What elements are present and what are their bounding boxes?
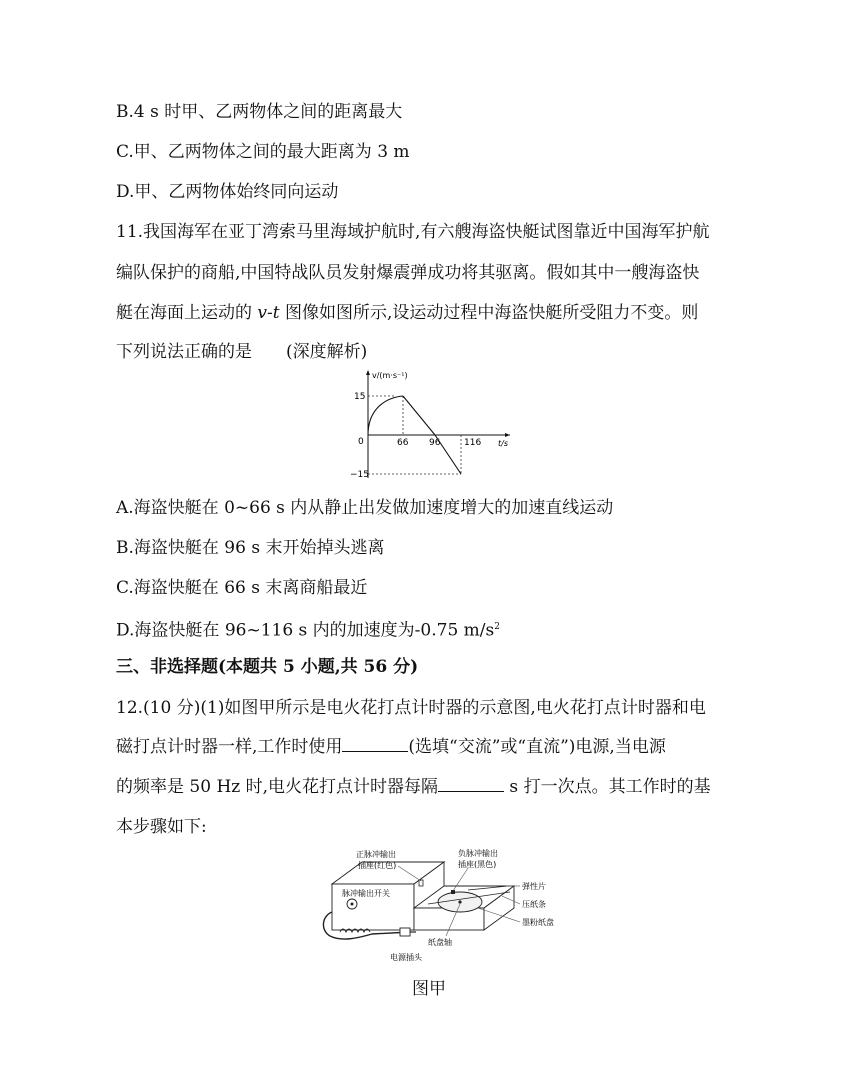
question-11-line-3: [116, 302, 698, 324]
option-d-line: D.甲、乙两物体始终同向运动: [116, 182, 339, 202]
question-12-line-4: 本步骤如下:: [116, 817, 207, 837]
y-axis-label: v/(m·s⁻¹): [372, 371, 408, 380]
tick-origin: 0: [358, 437, 364, 447]
question-11-line-4: 下列说法正确的是 (深度解析): [116, 342, 368, 362]
switch-dot: [351, 903, 354, 906]
q12-text-a: 磁打点计时器一样,工作时使用: [116, 737, 343, 757]
tick-neg15: −15: [350, 470, 369, 480]
option-a-11-line: A.海盗快艇在 0~66 s 内从静止出发做加速度增大的加速直线运动: [116, 498, 614, 518]
tick-15: 15: [354, 392, 366, 402]
question-12-line-3: [116, 776, 711, 798]
spark-timer-figure: [318, 846, 558, 968]
label-pos-socket: 插座(红色): [358, 861, 397, 870]
tick-96: 96: [429, 438, 441, 448]
label-neg-socket: 插座(黑色): [458, 860, 497, 869]
q11-vt: v-t: [257, 303, 280, 323]
label-spring: 弹性片: [522, 882, 546, 891]
label-axis: 纸盘轴: [428, 938, 452, 947]
option-c-11-line: C.海盗快艇在 66 s 末离商船最近: [116, 578, 368, 598]
answer-blank-1[interactable]: [342, 737, 408, 752]
question-12-line-1: 12.(10 分)(1)如图甲所示是电火花打点计时器的示意图,电火花打点计时器和电: [116, 698, 706, 718]
figure-caption: 图甲: [412, 979, 446, 999]
q12-text-b: (选填“交流”或“直流”)电源,当电源: [408, 737, 666, 757]
label-pos-out: 正脉冲输出: [356, 850, 396, 859]
tick-116: 116: [464, 438, 482, 448]
label-neg-out: 负脉冲输出: [458, 849, 498, 858]
segment-66-96: [403, 396, 435, 435]
q12-text-d: s 打一次点。其工作时的基: [504, 777, 711, 797]
y-axis-arrow: [366, 370, 370, 375]
option-d-11-sup: 2: [494, 622, 500, 632]
option-d-11-line: [116, 616, 500, 642]
section-3-heading: 三、非选择题(本题共 5 小题,共 56 分): [116, 657, 419, 677]
option-b-line: B.4 s 时甲、乙两物体之间的距离最大: [116, 102, 403, 122]
label-switch: 脉冲输出开关: [342, 889, 390, 898]
question-11-line-1: 11.我国海军在亚丁湾索马里海域护航时,有六艘海盗快艇试图靠近中国海军护航: [116, 222, 710, 242]
tick-66: 66: [397, 438, 409, 448]
label-ink: 墨粉纸盘: [522, 918, 554, 927]
vt-graph: [348, 366, 518, 481]
label-press: 压纸条: [522, 900, 546, 909]
q12-text-c: 的频率是 50 Hz 时,电火花打点计时器每隔: [116, 777, 439, 797]
tray-front: [414, 908, 484, 930]
q11-text-a: 艇在海面上运动的: [116, 303, 258, 323]
disc-axis: [458, 900, 461, 903]
option-b-11-line: B.海盗快艇在 96 s 末开始掉头逃离: [116, 538, 385, 558]
plug-body: [400, 928, 410, 936]
question-11-line-2: 编队保护的商船,中国特战队员发射爆震弹成功将其驱离。假如其中一艘海盗快: [116, 263, 700, 283]
answer-blank-2[interactable]: [438, 777, 504, 792]
q11-text-c: 图像如图所示,设运动过程中海盗快艇所受阻力不变。则: [279, 303, 699, 323]
option-d-11-text: D.海盗快艇在 96~116 s 内的加速度为-0.75 m/s: [116, 620, 495, 641]
option-c-line: C.甲、乙两物体之间的最大距离为 3 m: [116, 142, 410, 162]
curve-0-66: [368, 396, 403, 435]
x-axis-label: t/s: [498, 439, 508, 448]
question-12-line-2: [116, 736, 666, 758]
label-plug: 电源插头: [390, 953, 422, 962]
x-axis-arrow: [505, 433, 510, 437]
